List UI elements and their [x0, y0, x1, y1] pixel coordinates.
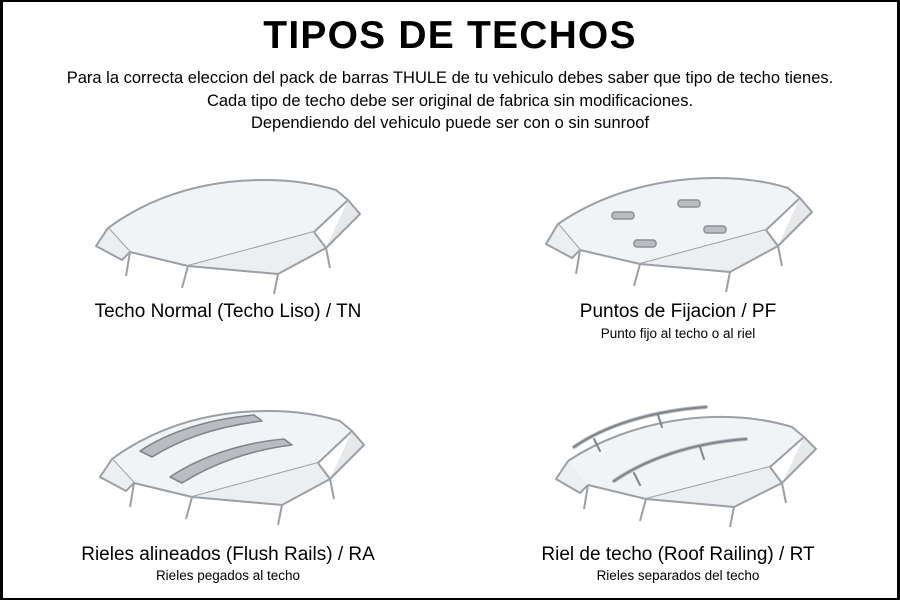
roof-type-label-ra: Rieles alineados (Flush Rails) / RA: [81, 543, 375, 565]
fixpoint-marker: [704, 226, 726, 233]
roof-type-label-pf: Puntos de Fijacion / PF: [579, 301, 777, 322]
roof-type-caption-rt: [453, 543, 900, 584]
subtitle-line-2: Cada tipo de techo debe ser original de fabrica sin modificaciones.: [206, 91, 694, 110]
car-roof-railing-illustration: [453, 385, 900, 535]
car-roof-railing-icon: [528, 385, 828, 535]
car-roof-fixpoints-icon: [528, 156, 828, 296]
car-roof-fixpoints-illustration: [453, 152, 900, 300]
roof-type-caption-tn: [3, 300, 453, 326]
page-subtitle: [3, 67, 897, 135]
car-roof-flush-rails-icon: [78, 385, 378, 535]
subtitle-line-1: Para la correcta eleccion del pack de barras THULE de tu vehiculo debes saber que tipo de techo tienes.: [66, 68, 834, 87]
car-roof-plain-icon: [78, 156, 378, 296]
car-roof-flush-rails-illustration: [3, 385, 453, 535]
fixpoint-marker: [634, 240, 656, 247]
roof-types-grid: [3, 152, 900, 597]
fixpoint-marker: [612, 212, 634, 219]
roof-type-caption-ra: [3, 543, 453, 584]
page-title: TIPOS DE TECHOS: [263, 14, 637, 57]
roof-type-label-rt: Riel de techo (Roof Railing) / RT: [541, 543, 815, 565]
subtitle-line-3: Dependiendo del vehiculo puede ser con o sin sunroof: [250, 114, 650, 133]
roof-type-card-pf: [453, 152, 900, 375]
roof-type-sublabel-pf: Punto fijo al techo o al riel: [600, 325, 756, 341]
fixpoint-marker: [678, 200, 700, 207]
roof-type-caption-pf: [453, 300, 900, 341]
roof-type-sublabel-ra: Rieles pegados al techo: [155, 568, 301, 584]
car-roof-plain-illustration: [3, 152, 453, 300]
roof-type-card-ra: [3, 375, 453, 598]
roof-type-card-tn: [3, 152, 453, 375]
roof-type-label-tn: Techo Normal (Techo Liso) / TN: [94, 301, 362, 322]
roof-type-sublabel-rt: Rieles separados del techo: [596, 568, 760, 584]
roof-type-card-rt: [453, 375, 900, 598]
